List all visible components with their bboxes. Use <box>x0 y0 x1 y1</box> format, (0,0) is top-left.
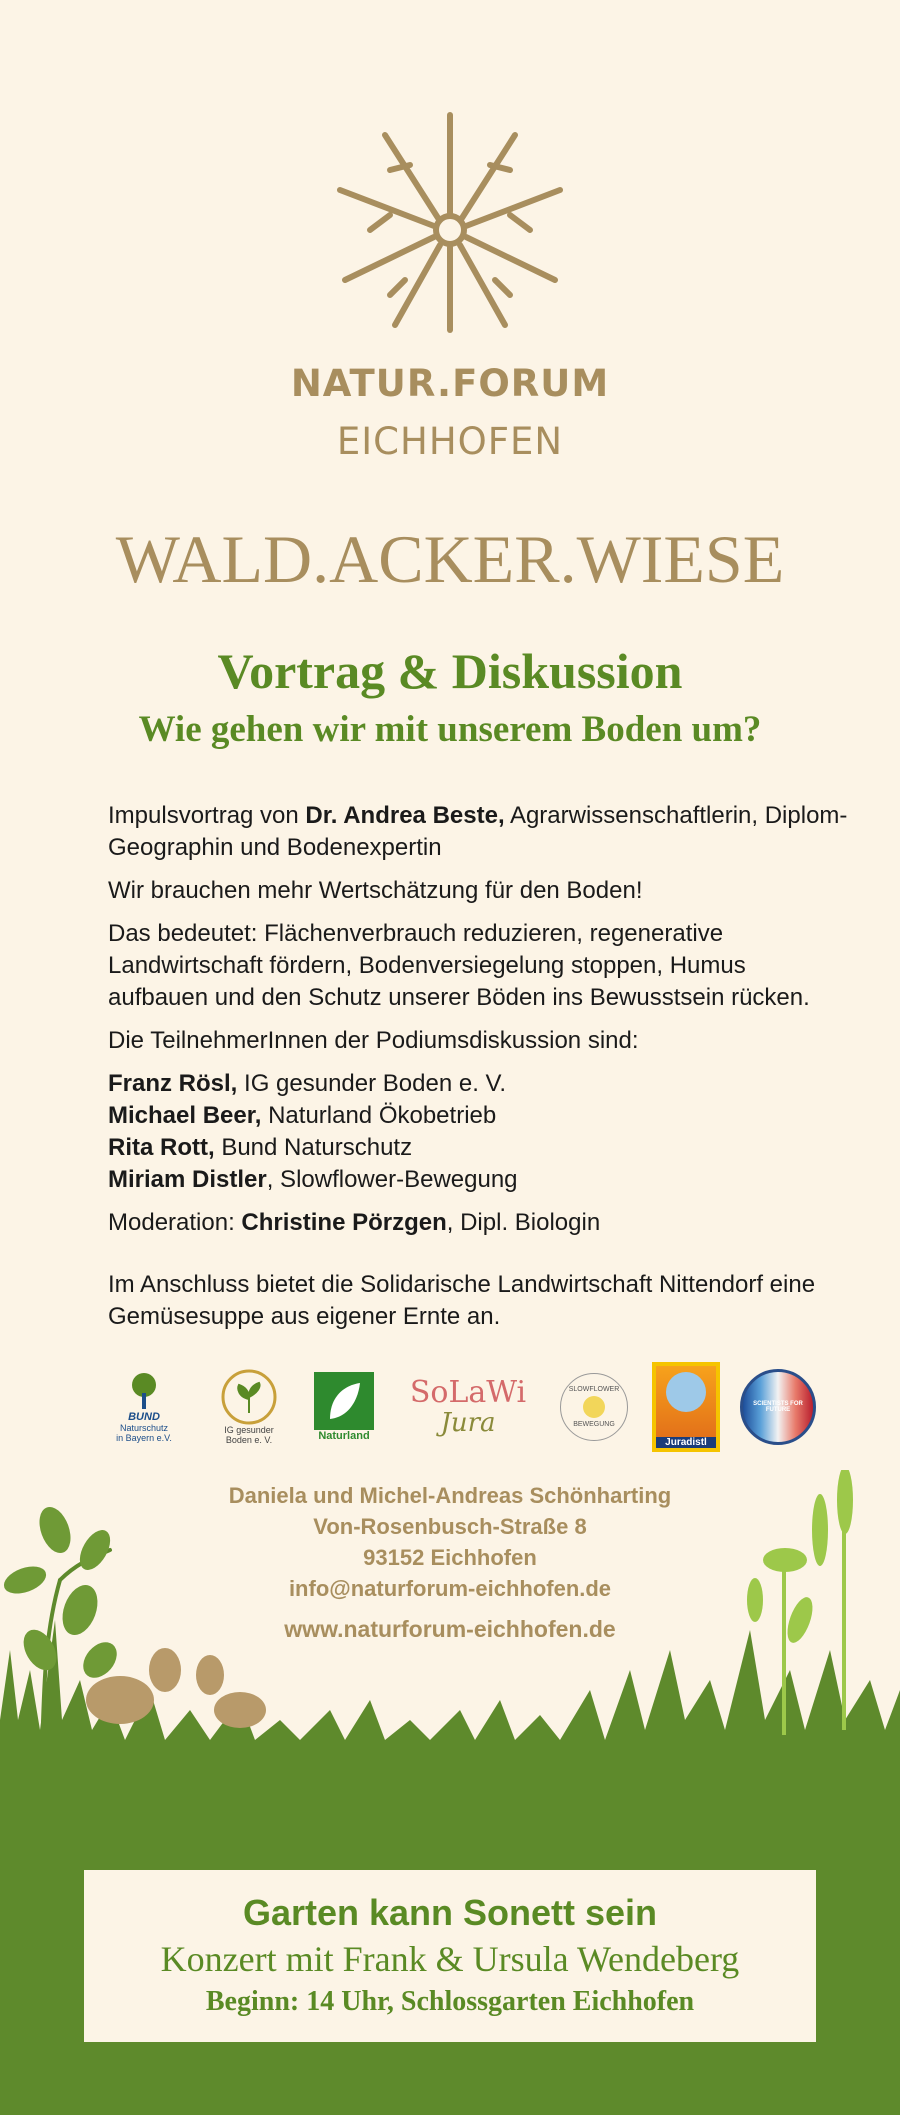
concert-performers: Konzert mit Frank & Ursula Wendeberg <box>160 1939 740 1979</box>
concert-title: Garten kann Sonett sein <box>242 1892 658 1933</box>
concert-details: Beginn: 14 Uhr, Schlossgarten Eichhofen <box>205 1986 695 2017</box>
website-link[interactable]: www.naturforum-eichhofen.de <box>284 1616 616 1642</box>
brand-location: EICHHOFEN <box>336 420 564 463</box>
intro-prefix: Impulsvortrag von <box>108 802 306 829</box>
bund-logo: BUND Naturschutz in Bayern e.V. <box>104 1362 184 1452</box>
panelist-list <box>108 1068 848 1196</box>
speaker-name: Dr. Andrea Beste, <box>305 802 505 829</box>
panelist: Michael Beer, Naturland Ökobetrieb <box>108 1102 497 1129</box>
brand-name: NATUR.FORUM <box>290 362 610 405</box>
scientists-for-future-logo: SCIENTISTS FOR FUTURE <box>740 1362 816 1452</box>
contact-block <box>0 1480 900 1645</box>
juradistl-logo: Juradistl <box>652 1362 720 1452</box>
panel-intro: Die TeilnehmerInnen der Podiumsdiskussion sind: <box>108 1027 639 1054</box>
flower-icon <box>583 1396 605 1418</box>
concert-box <box>84 1870 816 2042</box>
naturland-logo: Naturland <box>310 1362 378 1452</box>
speaker-role: Agrarwissenschaftlerin, Diplom-Geographin und Bodenexpertin <box>108 802 848 861</box>
moderation: Moderation: Christine Pörzgen, Dipl. Biologin <box>108 1209 601 1236</box>
thistle-icon <box>666 1372 706 1412</box>
contact-email-link[interactable]: info@naturforum-eichhofen.de <box>288 1576 612 1601</box>
contact-city: 93152 Eichhofen <box>363 1545 537 1570</box>
leaf-icon <box>314 1372 374 1430</box>
soup-paragraph: Im Anschluss bietet die Solidarische Landwirtschaft Nittendorf eine Gemüsesuppe aus eigener Ernte an. <box>108 1271 816 1330</box>
ig-gesunder-boden-logo: IG gesunder Boden e. V. <box>214 1362 284 1452</box>
natur-forum-logo-icon <box>330 95 570 335</box>
contact-street: Von-Rosenbusch-Straße 8 <box>313 1514 587 1539</box>
slowflower-logo: SLOWFLOWER BEWEGUNG <box>558 1362 630 1452</box>
event-question: Wie gehen wir mit unserem Boden um? <box>138 709 762 750</box>
seedling-icon <box>221 1369 277 1425</box>
intro-paragraph <box>108 800 848 864</box>
event-subtitle: Vortrag & Diskussion <box>217 643 683 699</box>
tree-icon <box>124 1371 164 1411</box>
contact-name: Daniela und Michel-Andreas Schönharting <box>228 1483 672 1508</box>
meaning-paragraph: Das bedeutet: Flächenverbrauch reduzieren, regenerative Landwirtschaft fördern, Bodenversiegelung stoppen, Humus aufbauen und den Schutz unserer Böden ins Bewusstsein rücken. <box>108 920 810 1011</box>
panelist: Miriam Distler, Slowflower-Bewegung <box>108 1166 518 1193</box>
appeal-paragraph: Wir brauchen mehr Wertschätzung für den Boden! <box>108 877 643 904</box>
event-title: WALD.ACKER.WIESE <box>115 521 785 597</box>
panelist: Franz Rösl, IG gesunder Boden e. V. <box>108 1070 506 1097</box>
panelist: Rita Rott, Bund Naturschutz <box>108 1134 413 1161</box>
event-description <box>108 800 848 1344</box>
solawi-jura-logo: SoLaWi Jura <box>409 1375 527 1438</box>
